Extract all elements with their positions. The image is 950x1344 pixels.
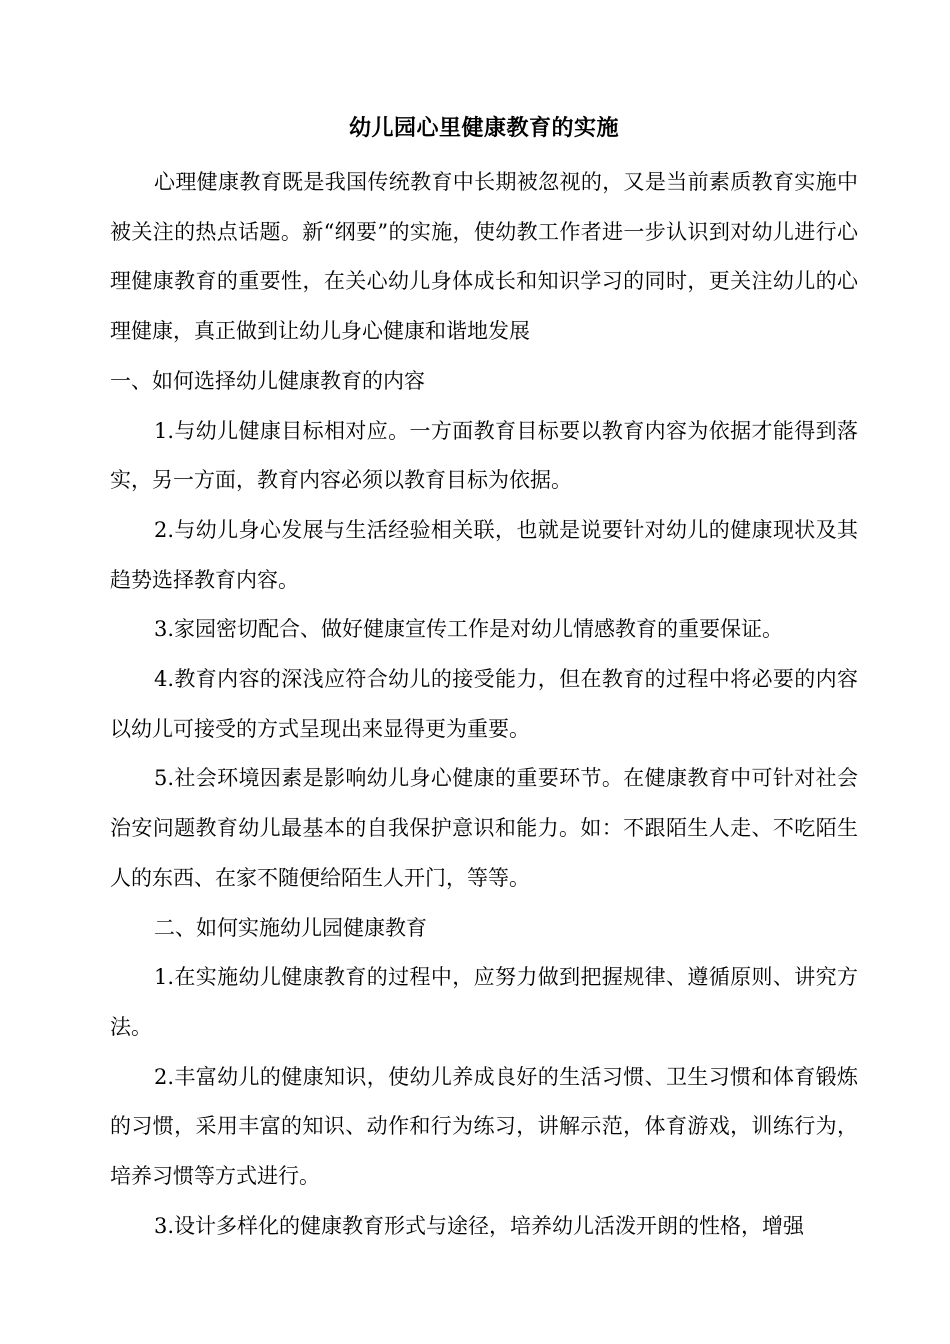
document-body: [110, 108, 858, 1251]
section-1-item-2: 2.与幼儿身心发展与生活经验相关联，也就是说要针对幼儿的健康现状及其趋势选择教育内容。: [110, 517, 858, 592]
document-title: 幼儿园心里健康教育的实施: [348, 115, 619, 141]
section-heading-2: 二、如何实施幼儿园健康教育: [154, 915, 427, 940]
section-1-item-3: 3.家园密切配合、做好健康宣传工作是对幼儿情感教育的重要保证。: [154, 617, 784, 642]
section-1-item-4: 4.教育内容的深浅应符合幼儿的接受能力，但在教育的过程中将必要的内容以幼儿可接受的方式呈现出来显得更为重要。: [110, 667, 858, 741]
section-1-item-1: 1.与幼儿健康目标相对应。一方面教育目标要以教育内容为依据才能得到落实，另一方面，教育内容必须以教育目标为依据。: [110, 418, 858, 493]
intro-paragraph: 心理健康教育既是我国传统教育中长期被忽视的，又是当前素质教育实施中被关注的热点话题。新“纲要”的实施，使幼教工作者进一步认识到对幼儿进行心理健康教育的重要性，在关心幼儿身体成长和知识学习的同时，更关注幼儿的心理健康，真正做到让幼儿身心健康和谐地发展: [110, 170, 858, 344]
section-2-item-3: 3.设计多样化的健康教育形式与途径，培养幼儿活泼开朗的性格，增强: [154, 1213, 805, 1238]
section-1-item-5: 5.社会环境因素是影响幼儿身心健康的重要环节。在健康教育中可针对社会治安问题教育幼儿最基本的自我保护意识和能力。如：不跟陌生人走、不吃陌生人的东西、在家不随便给陌生人开门，等等。: [110, 766, 858, 890]
section-heading-1: 一、如何选择幼儿健康教育的内容: [110, 368, 425, 393]
section-2-item-2: 2.丰富幼儿的健康知识，使幼儿养成良好的生活习惯、卫生习惯和体育锻炼的习惯，采用丰富的知识、动作和行为练习，讲解示范，体育游戏，训练行为，培养习惯等方式进行。: [110, 1064, 858, 1189]
section-2-item-1: 1.在实施幼儿健康教育的过程中，应努力做到把握规律、遵循原则、讲究方法。: [110, 965, 858, 1039]
